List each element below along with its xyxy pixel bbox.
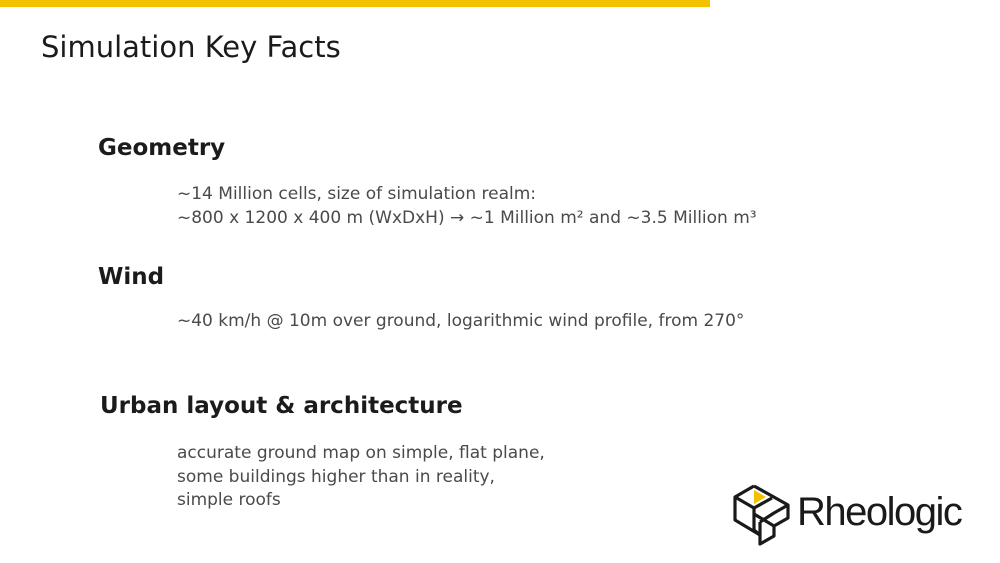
urban-layout-details xyxy=(177,442,545,513)
wind-line-1: ~40 km/h @ 10m over ground, logarithmic wind profile, from 270° xyxy=(177,311,745,331)
urban-layout-line-2: some buildings higher than in reality, xyxy=(177,466,495,487)
geometry-heading: Geometry xyxy=(98,135,226,161)
isometric-cube-logo-icon xyxy=(733,484,791,548)
urban-layout-line-3: simple roofs xyxy=(177,490,281,510)
urban-layout-line-1: accurate ground map on simple, flat plane, xyxy=(177,443,545,463)
geometry-line-2: ~800 x 1200 x 400 m (WxDxH) → ~1 Million m² and ~3.5 Million m³ xyxy=(177,207,757,228)
logo-wordmark: Rheologic xyxy=(797,490,962,534)
slide-title: Simulation Key Facts xyxy=(41,30,341,64)
wind-heading: Wind xyxy=(98,264,165,290)
rheologic-logo xyxy=(733,484,973,548)
geometry-details xyxy=(177,183,757,230)
top-accent-bar xyxy=(0,0,710,7)
urban-layout-heading: Urban layout & architecture xyxy=(100,393,463,419)
wind-details xyxy=(177,310,744,334)
geometry-line-1: ~14 Million cells, size of simulation realm: xyxy=(177,184,537,204)
